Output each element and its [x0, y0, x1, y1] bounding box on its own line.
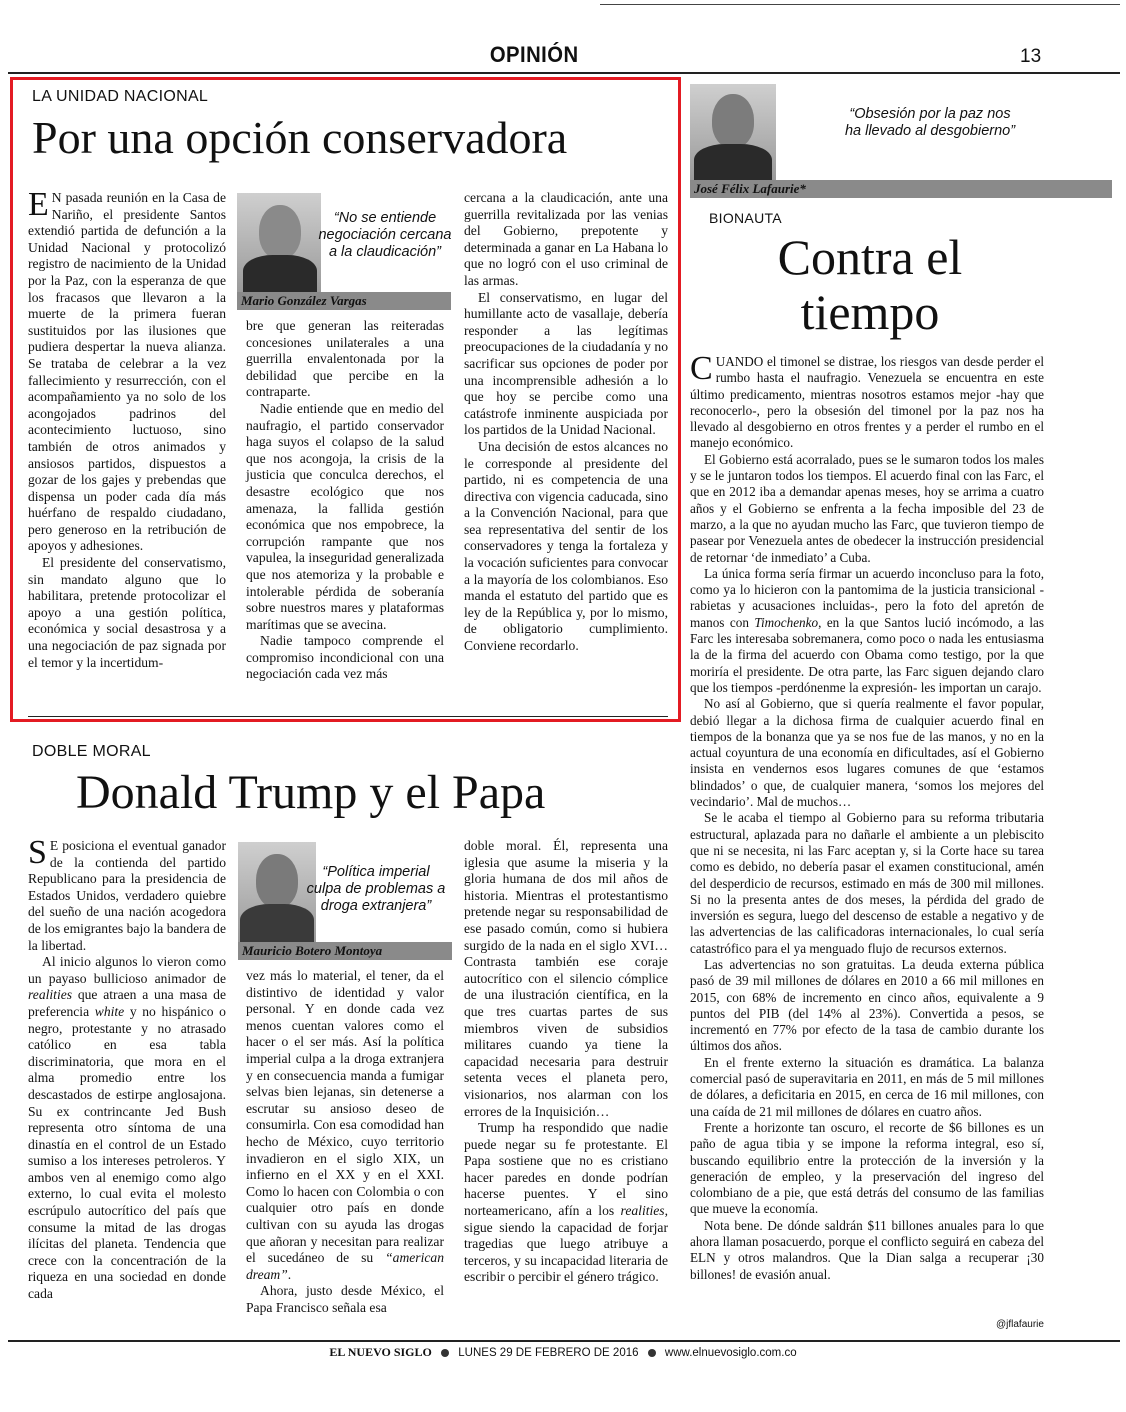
- article3-col3: doble moral. Él, representa una iglesia que asume la miseria y la gloria humana de dos mil años de historia. Mientras el protestantismo pretende negar su responsabilidad de ese pasado común, como si hubiera surgido de la nada en el siglo XVI… Contrasta también ese coraje autocrítico con el silencio cómplice de una ilustración científica, en la que tres cuartas partes de sus miembros viven de subsidios militares cuando ya tiene la capacidad necesaria para destruir setenta veces el planeta pero, visionarios, nos alarman con los errores de la Inquisición… Trump ha respondido que nadie puede negar su fe protestante. El Papa sostiene que no es cristiano hacer paredes en donde podrían hacerse puentes. Y el sino norteamericano, afín a los realities, sigue siendo la capacidad de forjar tragedias que luego atribuye a terceros, y su incapacidad literaria de escribir o percibir el género trágico.: [464, 838, 668, 1285]
- article3-kicker: DOBLE MORAL: [32, 743, 151, 760]
- article2-dropcap: C: [690, 350, 713, 387]
- article2-byline: José Félix Lafaurie*: [690, 180, 1112, 198]
- author-photo-gonzalez: [237, 193, 321, 292]
- article1-col3: cercana a la claudicación, ante una guerrilla revitalizada por las venias del Gobierno, prepotente y determinada a ganar en La Habana lo que no logró con el uso criminal de las armas. El conservatismo, en lugar del humillante acto de vasallaje, debería responder a las legítimas preocupaciones de la ciudadanía y no sacrificar sus opciones de poder por una incomprensible adhesión a lo que hoy se percibe como una catástrofe inminente auspiciada por los partidos de la Unidad Nacional. Una decisión de estos alcances no le corresponde al presidente del partido, ni es competencia de una directiva con vigencia caducada, sino a la Convención Nacional, para que sea representativa del sentir de los conservadores y tenga la fortaleza y la vocación suficientes para convocar a la mayoría de los colombianos. Eso manda el estatuto del partido que es ley de la República y, por lo mismo, de obligatorio cumplimiento. Conviene recordarlo.: [464, 190, 668, 654]
- article1-bottom-rule: [28, 716, 668, 717]
- page-number: 13: [1020, 46, 1042, 67]
- footer-bullet-icon: [648, 1349, 656, 1357]
- footer-masthead: EL NUEVO SIGLO: [329, 1345, 432, 1359]
- article2-title-line1: Contra el: [777, 229, 963, 285]
- footer-bullet-icon: [441, 1349, 449, 1357]
- article3-dropcap: S: [28, 834, 47, 871]
- article3-quote: “Política imperial culpa de problemas a droga extranjera”: [306, 864, 446, 914]
- header-rule: [8, 72, 1120, 74]
- article1-quote: “No se entiende negociación cercana a la claudicación”: [318, 210, 452, 260]
- article1-dropcap: E: [28, 186, 49, 223]
- article1-col1: E N pasada reunión en la Casa de Nariño, el presidente Santos extendió partida de defunción a la Unidad Nacional y protocolizó registro de nacimiento de la Unidad por la Paz, con la esperanza de que los fracasos que llevaron a la muerte de la primera fueran sustituidos por las ilusiones que pudiera despertar la nueva alianza. Se trataba de celebrar a la vez fallecimiento y resurrección, con el acompañamiento ya no solo de los acongojados padrinos del acontecimiento luctuoso, sino también de otros animados y ansiosos partidos, dispuestos a gozar de los gajes y prebendas que dispensa un poder cada día más huérfano de respaldo ciudadano, pero generoso en la retribución de apoyos y adhesiones. El presidente del conservatismo, sin mandato alguno que lo habilitara, pretende protocolizar el apoyo a una gestión política, económica y social desastrosa y a una negociación de paz signada por el temor y la incertidum-: [28, 186, 226, 670]
- article1-title: Por una opción conservadora: [32, 112, 568, 163]
- article3-col1: S E posiciona el eventual ganador de la contienda del partido Republicano para la presidencia de Estados Unidos, verdadero quiebre del sueño de una nación acogedora de los emigrantes bajo la bandera de la libertad. Al inicio algunos lo vieron como un payaso bullicioso animador de realities que atraen a una masa de preferencia white y no hispánico o negro, protestante y no atrasado católico en esa tabla discriminatoria, que mora en el alma promedio entre los descastados de estirpe anglosajona. Su ex contrincante Jed Bush representa otro síntoma de una dinastía en el control de un Estado sumiso a los intereses petroleros. Y ambos ven al enemigo como algo externo, lo cual evita el molesto escrúpulo autocrítico del país que consume la mitad de las drogas ilícitas del planeta. Tendencia que crece con la concentración de la riqueza en una sociedad en donde cada: [28, 834, 226, 1302]
- footer-rule: [8, 1340, 1120, 1342]
- author-photo-botero: [238, 842, 316, 942]
- article2-title-line2: tiempo: [800, 284, 940, 340]
- article3-byline: Mauricio Botero Montoya: [238, 942, 452, 960]
- article1-byline: Mario González Vargas: [237, 292, 451, 310]
- footer-url[interactable]: www.elnuevosiglo.com.co: [664, 1347, 797, 1359]
- top-edge-rule: [600, 4, 1120, 5]
- section-header: OPINIÓN: [489, 42, 579, 67]
- article1-kicker: LA UNIDAD NACIONAL: [32, 88, 209, 105]
- article2-kicker: BIONAUTA: [709, 210, 782, 226]
- article2-body: CUANDO el timonel se distrae, los riesgos van desde perder el rumbo hasta el naufragio. Venezuela se encuentra en este último predicamento, mientras nosotros estamos mejor -hay que reconocerlo-, pero la obsesión del timonel por la paz nos ha llevado al desgobierno en otros frentes y a perder el rumbo en el manejo económico. El Gobierno está acorralado, pues se le sumaron todos los males y se le juntaron todos los tiempos. El acuerdo final con las Farc, el que en 2012 iba a demandar apenas meses, hoy se arrima a cuatro años y el Gobierno se enfrenta a la fecha imposible del 23 de marzo, a la que no ayudan mucho las Farc, que tuvieron tiempo de pasear por Venezuela antes de obedecer la instrucción presidencial de retornar ‘de inmediato’ a Cuba. La única forma sería firmar un acuerdo inconcluso para la foto, como ya lo hicieron con la pantomima de la justicia transicional -rabietas y acusaciones incluidas-, pero la foto del apretón de manos con Timochenko, en la que Santos lució incómodo, a las Farc les interesaba sobremanera, como poco o nada les entusiasma la de la firma del acuerdo con Obama como testigo, por la que moriría el presidente. De otra parte, las Farc siguen dejando claro que los tiempos -perdónenme la expresión- les importan un carajo. No así al Gobierno, que si quería realmente el favor popular, debió llegar a la dichosa firma de cualquier acuerdo final en tiempos de la bonanza que ya se nos fue de las manos, y no en la actual coyuntura de una economía en dificultades, así el Gobierno insista en vendernos esos lugares comunes de que ‘estamos blindados’ o que, de cualquier manera, ‘somos los mejores del vecindario’. Mal de muchos… Se le acaba el tiempo al Gobierno para su reforma tributaria estructural, aplazada para no dañarle el ambiente a un plebiscito que ni se necesita, ni las Farc aceptan y, si la Corte hace su tarea como es debido, no debería pasar el examen constitucional, amén del desperdicio de recursos, estimado en más de 300 mil millones. Si no la presenta antes de dos meses, la pérdida del grado de inversión es segura, luego del descenso de estable a negativo y de las advertencias de las calificadoras internacionales, lo cual sería catastrófico para el ya menguado flujo de recursos externos. Las advertencias no son gratuitas. La deuda externa pública pasó de 39 mil millones de dólares en 2010 a 66 mil millones en 2015, con 68% de incremento en cinco años, equivalente a 9 puntos del PIB (del 14% al 23%). Convertida a pesos, se incrementó en 77% por efecto de la tasa de cambio durante los últimos dos años. En el frente externo la situación es dramática. La balanza comercial pasó de superavitaria en 2011, en más de 5 mil millones de dólares, a deficitaria en 2015, en cerca de 16 mil millones, con una caída de 21 mil millones de dólares en cuatro años. Frente a horizonte tan oscuro, el recorte de $6 billones es un paño de agua tibia y se impone la reforma integral, eso sí, buscando equilibrio entre la protección de la inversión y la generación de empleo, y la preservación del ingreso del colombiano de a pie, que está detrás del consumo de las familias que mueve la economía. Nota bene. De dónde saldrán $11 billones anuales para lo que ahora llaman posacuerdo, porque el conflicto seguirá en cabeza del ELN y otros malandros. Que la Dian salga a recuperar ¡30 billones! de evasión anual.: [690, 350, 1044, 1282]
- footer: [0, 1345, 1126, 1360]
- author-photo-lafaurie: [690, 84, 776, 180]
- article2-quote: “Obsesión por la paz nos ha llevado al desgobierno”: [844, 106, 1016, 139]
- article1-col2: bre que generan las reiteradas concesiones unilaterales a una guerrilla envalentonada por la debilidad que percibe en la contraparte. Nadie entiende que en medio del naufragio, el partido conservador haga suyos el colapso de la salud que nos acongoja, la crisis de la justicia que conculca derechos, el desastre ecológico que nos amenaza, la fallida gestión económica que nos empobrece, la corrupción rampante que nos vapulea, la inseguridad generalizada que nos atemoriza y la probable e intolerable pérdida de soberanía sobre nuestros mares y plataformas marítimas que se avecina. Nadie tampoco comprende el compromiso incondicional con una negociación cada vez más: [246, 318, 444, 682]
- article3-col2: vez más lo material, el tener, da el distintivo de identidad y valor personal. Y en donde cada vez menos cuentan valores como el hacer o el ser más. Así la política imperial culpa a la droga extranjera y en consecuencia manda a fumigar selvas bien lejanas, sin detenerse a escrutar su ansioso deseo de consumirla. Con esa comodidad han hecho de México, cuyo territorio invadieron en el siglo XIX, un infierno en el XX y en el XXI. Como lo hacen con Colombia o con cualquier otro país en donde cultivan con su ayuda las drogas que añoran y necesitan para realizar el sucedáneo de su “american dream”. Ahora, justo desde México, el Papa Francisco señala esa: [246, 968, 444, 1315]
- footer-date: LUNES 29 DE FEBRERO DE 2016: [458, 1347, 639, 1359]
- article3-title: Donald Trump y el Papa: [76, 766, 546, 819]
- author-handle: @jflafaurie: [996, 1319, 1044, 1330]
